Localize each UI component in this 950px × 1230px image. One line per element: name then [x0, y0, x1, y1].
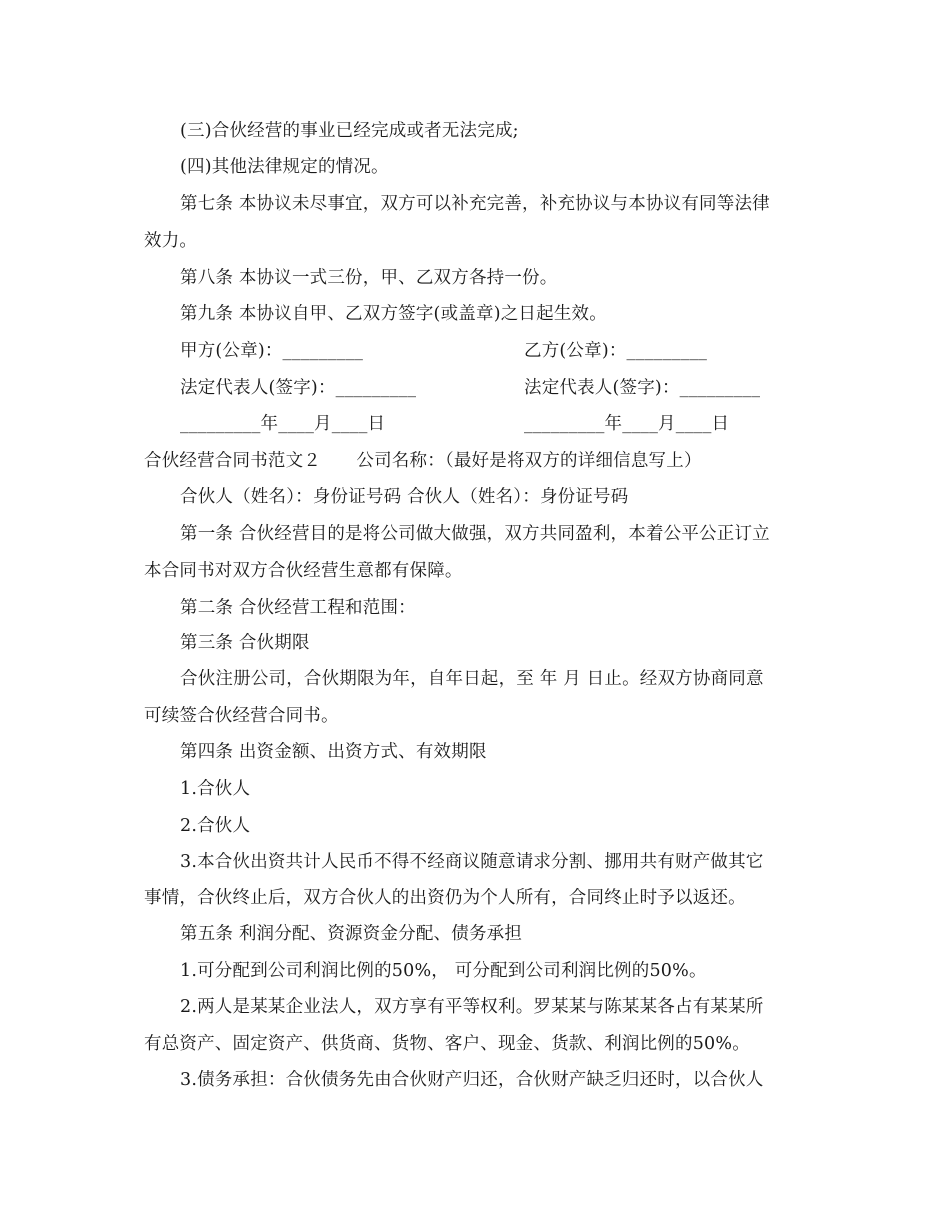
party-b-date: _________年____月____日 — [524, 414, 730, 434]
article-3-body-line-1: 合伙注册公司，合伙期限为年，自年日起，至 年 月 日止。经双方协商同意 — [180, 669, 764, 689]
party-a-representative: 法定代表人(签字)：_________ — [180, 378, 417, 398]
article-4-item-2: 2.合伙人 — [180, 816, 251, 836]
article-5-item-2-line-1: 2.两人是某某企业法人，双方享有平等权利。罗某某与陈某某各占有某某所 — [180, 997, 764, 1017]
party-b-seal: 乙方(公章)：_________ — [524, 341, 708, 361]
article-3: 第三条 合伙期限 — [180, 633, 310, 653]
party-a-seal: 甲方(公章)：_________ — [180, 341, 364, 361]
party-b-representative: 法定代表人(签字)：_________ — [524, 378, 761, 398]
article-4-item-3-line-1: 3.本合伙出资共计人民币不得不经商议随意请求分割、挪用共有财产做其它 — [180, 852, 764, 872]
sample-2-heading: 合伙经营合同书范文２ 公司名称：（最好是将双方的详细信息写上） — [144, 451, 702, 471]
article-4-item-3-line-2: 事情，合伙终止后，双方合伙人的出资仍为个人所有，合同终止时予以返还。 — [144, 888, 746, 908]
article-2: 第二条 合伙经营工程和范围： — [180, 598, 416, 618]
article-5-item-2-line-2: 有总资产、固定资产、供货商、货物、客户、现金、货款、利润比例的50%。 — [144, 1034, 750, 1054]
article-9: 第九条 本协议自甲、乙双方签字(或盖章)之日起生效。 — [180, 304, 607, 324]
article-5-item-1: 1.可分配到公司利润比例的50%， 可分配到公司利润比例的50%。 — [180, 961, 707, 981]
article-4-item-1: 1.合伙人 — [180, 779, 251, 799]
article-7-line-1: 第七条 本协议未尽事宜，双方可以补充完善，补充协议与本协议有同等法律 — [180, 194, 770, 214]
article-7-line-2: 效力。 — [144, 231, 198, 251]
article-8: 第八条 本协议一式三份，甲、乙双方各持一份。 — [180, 268, 558, 288]
article-4: 第四条 出资金额、出资方式、有效期限 — [180, 742, 487, 762]
article-3-body-line-2: 可续签合伙经营合同书。 — [144, 706, 339, 726]
article-5: 第五条 利润分配、资源资金分配、债务承担 — [180, 924, 523, 944]
party-a-date: _________年____月____日 — [180, 414, 386, 434]
partners-line: 合伙人（姓名）：身份证号码 合伙人（姓名）：身份证号码 — [180, 487, 629, 507]
clause-item-3: (三)合伙经营的事业已经完成或者无法完成; — [180, 121, 519, 141]
clause-item-4: (四)其他法律规定的情况。 — [180, 157, 389, 177]
article-5-item-3-line-1: 3.债务承担：合伙债务先由合伙财产归还，合伙财产缺乏归还时，以合伙人 — [180, 1070, 764, 1090]
article-1-line-1: 第一条 合伙经营目的是将公司做大做强，双方共同盈利，本着公平公正订立 — [180, 524, 770, 544]
article-1-line-2: 本合同书对双方合伙经营生意都有保障。 — [144, 561, 463, 581]
